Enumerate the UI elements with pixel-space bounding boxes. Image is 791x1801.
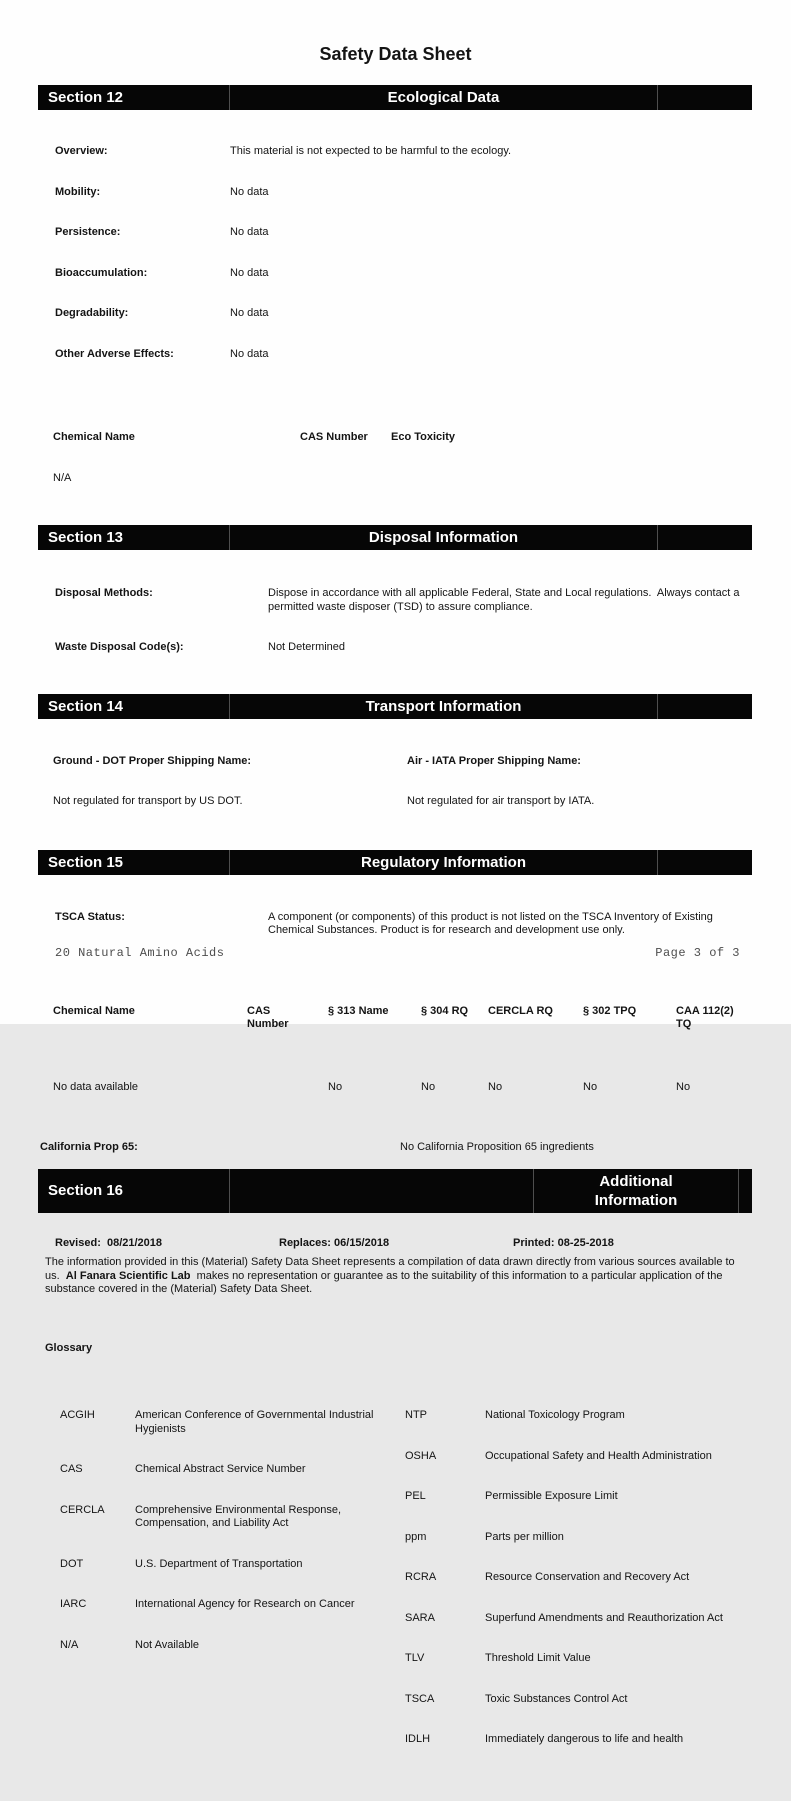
glossary-term: OSHA <box>405 1449 437 1462</box>
section-13-title: Disposal Information <box>229 525 658 550</box>
tsca-status-label: TSCA Status: <box>55 910 125 923</box>
property-label: Overview: <box>55 145 108 157</box>
property-row <box>55 307 751 321</box>
air-shipping-label: Air - IATA Proper Shipping Name: <box>407 754 581 767</box>
regulatory-table <box>53 978 751 1122</box>
section-12-bar-spacer <box>658 85 752 110</box>
tsca-status-value: A component (or components) of this product is not listed on the TSCA Inventory of Existing Chemical Substances. Product is for research and development use only. <box>268 910 716 936</box>
section-12-title: Ecological Data <box>229 85 658 110</box>
table-cell: No <box>676 1080 691 1093</box>
page-footer <box>55 946 740 960</box>
glossary-title: Glossary <box>45 1341 93 1354</box>
glossary-item <box>60 1598 405 1612</box>
air-shipping-value: Not regulated for air transport by IATA. <box>407 795 595 807</box>
property-label: Bioaccumulation: <box>55 266 148 279</box>
revision-line <box>55 1237 751 1251</box>
column-header: Chemical Name <box>53 1004 135 1017</box>
property-row <box>55 348 751 362</box>
glossary-left-column <box>45 1382 405 1774</box>
air-shipping-block <box>407 728 751 836</box>
disclaimer-paragraph <box>45 1256 746 1297</box>
row-value: Dispose in accordance with all applicable Federal, State and Local regulations. Always contact a permitted waste disposer (TSD) to assure compliance. <box>268 587 743 613</box>
property-row <box>55 226 751 240</box>
company-name: Al Fanara Scientific Lab <box>65 1269 191 1282</box>
property-label: Mobility: <box>55 185 101 198</box>
glossary-item <box>60 1504 405 1531</box>
section-13-header-bar <box>38 525 752 550</box>
glossary-definition: Comprehensive Environmental Response, Compensation, and Liability Act <box>135 1503 345 1529</box>
glossary-definition: Occupational Safety and Health Administration <box>485 1449 712 1462</box>
glossary-item <box>405 1571 751 1585</box>
glossary-term: CAS <box>60 1463 83 1475</box>
glossary-term: RCRA <box>405 1571 437 1583</box>
section-12-header-bar <box>38 85 752 110</box>
table-cell: No <box>583 1080 598 1093</box>
glossary-definition: U.S. Department of Transportation <box>135 1557 303 1570</box>
glossary-definition: Superfund Amendments and Reauthorization Act <box>485 1611 723 1624</box>
replaces-date: Replaces: 06/15/2018 <box>279 1236 390 1249</box>
section-13-label: Section 13 <box>48 529 124 546</box>
section-13-bar-spacer <box>658 525 752 550</box>
table-cell: No <box>328 1080 343 1093</box>
property-value: No data <box>230 307 269 319</box>
glossary-term: TSCA <box>405 1692 435 1705</box>
table-cell: N/A <box>53 471 72 484</box>
section-16-bar-spacer <box>739 1169 752 1213</box>
property-value: No data <box>230 347 269 360</box>
glossary-definition: International Agency for Research on Cancer <box>135 1598 355 1610</box>
section-15-bar-spacer <box>658 850 752 875</box>
column-header: § 313 Name <box>328 1004 389 1017</box>
glossary-item <box>60 1409 405 1436</box>
prop65-label: California Prop 65: <box>40 1141 138 1153</box>
glossary-definition: Chemical Abstract Service Number <box>135 1463 306 1475</box>
glossary-definition: Threshold Limit Value <box>485 1652 591 1664</box>
section-15-title: Regulatory Information <box>229 850 658 875</box>
eco-toxicity-table <box>53 404 751 512</box>
property-label: Other Adverse Effects: <box>55 347 174 360</box>
glossary-item <box>405 1450 751 1464</box>
property-row <box>55 186 751 200</box>
section-16-title: Additional Information <box>533 1169 739 1213</box>
section-14-label: Section 14 <box>48 697 124 715</box>
row-label: Disposal Methods: <box>55 587 153 599</box>
column-header: CERCLA RQ <box>488 1004 553 1017</box>
section-16-label: Section 16 <box>48 1182 124 1199</box>
property-value: No data <box>230 185 269 198</box>
printed-date: Printed: 08-25-2018 <box>513 1236 614 1249</box>
property-value: No data <box>230 226 269 238</box>
property-row <box>55 145 751 159</box>
column-header: CAS Number <box>300 431 368 443</box>
california-prop65-row <box>40 1141 751 1155</box>
property-label: Degradability: <box>55 307 129 319</box>
column-header: Eco Toxicity <box>391 431 455 443</box>
glossary-definition: Toxic Substances Control Act <box>485 1692 628 1705</box>
glossary-item <box>405 1652 751 1666</box>
glossary-term: DOT <box>60 1557 84 1570</box>
column-header: § 302 TPQ <box>583 1004 637 1017</box>
glossary-definition: Parts per million <box>485 1530 564 1543</box>
ecological-properties <box>55 118 751 388</box>
glossary-term: TLV <box>405 1652 425 1664</box>
table-cell: No <box>421 1080 436 1093</box>
glossary <box>45 1315 751 1801</box>
glossary-term: N/A <box>60 1638 79 1651</box>
glossary-item <box>60 1463 405 1477</box>
glossary-item <box>405 1693 751 1707</box>
glossary-definition: American Conference of Governmental Industrial Hygienists <box>135 1409 377 1435</box>
glossary-definition: Not Available <box>135 1638 200 1651</box>
transport-columns <box>53 728 751 836</box>
eco-toxicity-header-row <box>53 431 751 445</box>
glossary-item <box>405 1612 751 1626</box>
table-cell: No data available <box>53 1080 139 1093</box>
glossary-definition: Resource Conservation and Recovery Act <box>485 1571 690 1583</box>
glossary-item <box>405 1733 751 1747</box>
section-14-header-bar <box>38 694 752 719</box>
column-header: § 304 RQ <box>421 1004 469 1017</box>
glossary-item <box>405 1531 751 1545</box>
section-12-label: Section 12 <box>48 89 124 106</box>
section-14-title: Transport Information <box>229 694 658 719</box>
section-15-header-bar <box>38 850 752 875</box>
ground-shipping-block <box>53 728 407 836</box>
column-header: Chemical Name <box>53 431 135 443</box>
disclaimer-text-before: The information provided in this (Material) Safety Data Sheet represents a compilation of data drawn directly from various sources available to us. <box>45 1256 738 1282</box>
property-value: No data <box>230 266 269 279</box>
glossary-term: ACGIH <box>60 1409 95 1421</box>
glossary-definition: Permissible Exposure Limit <box>485 1490 618 1502</box>
glossary-item <box>60 1558 405 1572</box>
glossary-term: NTP <box>405 1409 427 1421</box>
regulatory-header-row <box>53 1005 751 1032</box>
section-15-label: Section 15 <box>48 853 124 871</box>
glossary-term: CERCLA <box>60 1503 105 1516</box>
disposal-rows <box>55 560 746 682</box>
section-16-header-bar <box>38 1169 752 1213</box>
glossary-term: ppm <box>405 1530 427 1543</box>
prop65-value: No California Proposition 65 ingredients <box>400 1141 594 1153</box>
row-label: Waste Disposal Code(s): <box>55 641 184 653</box>
section-16-bar-middle-spacer <box>229 1169 533 1213</box>
glossary-term: IARC <box>60 1598 87 1610</box>
section-14-bar-spacer <box>658 694 752 719</box>
document-title: Safety Data Sheet <box>319 44 472 64</box>
column-header: CAS Number <box>247 1004 289 1030</box>
glossary-right-column <box>405 1382 751 1774</box>
ground-shipping-value: Not regulated for transport by US DOT. <box>53 795 243 807</box>
glossary-term: IDLH <box>405 1733 431 1745</box>
table-row <box>53 472 751 486</box>
glossary-definition: National Toxicology Program <box>485 1409 625 1421</box>
disposal-row <box>55 641 746 655</box>
glossary-term: PEL <box>405 1490 426 1502</box>
disposal-row <box>55 587 746 614</box>
property-label: Persistence: <box>55 226 121 238</box>
row-value: Not Determined <box>268 641 346 653</box>
glossary-definition: Immediately dangerous to life and health <box>485 1733 684 1745</box>
property-value: This material is not expected to be harmful to the ecology. <box>230 145 512 157</box>
footer-product-name: 20 Natural Amino Acids <box>55 946 225 960</box>
glossary-term: SARA <box>405 1611 435 1624</box>
glossary-item <box>405 1490 751 1504</box>
regulatory-data-row <box>53 1081 751 1095</box>
table-cell: No <box>488 1080 503 1093</box>
footer-page-number: Page 3 of 3 <box>655 946 740 960</box>
revised-date: Revised: 08/21/2018 <box>55 1236 163 1249</box>
glossary-item <box>405 1409 751 1423</box>
column-header: CAA 112(2) TQ <box>676 1004 737 1030</box>
ground-shipping-label: Ground - DOT Proper Shipping Name: <box>53 754 251 767</box>
disclaimer-text-after: makes no representation or guarantee as to the suitability of this information to a particular application of the substance covered in the (Material) Safety Data Sheet. <box>45 1269 726 1295</box>
property-row <box>55 267 751 281</box>
glossary-item <box>60 1639 405 1653</box>
